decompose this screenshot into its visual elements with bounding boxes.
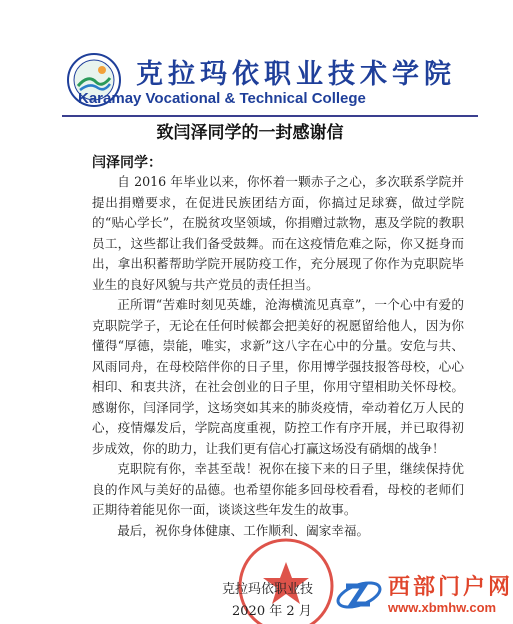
school-name-en: Karamay Vocational & Technical College xyxy=(78,90,366,107)
letterhead xyxy=(58,40,478,118)
signature-date: 2020 年 2 月 xyxy=(232,604,312,619)
paragraph: 克职院有你，幸甚至哉！祝你在接下来的日子里，继续保持优良的作风与美好的品德。也希望你能多回母校看看，母校的老师们正期待着能见你一面，谈谈这些年发生的故事。 xyxy=(92,461,464,517)
letter-title: 致闫泽同学的一封感谢信 xyxy=(156,123,344,143)
letterhead-divider xyxy=(62,115,478,117)
paragraph: 自 2016 年毕业以来，你怀着一颗赤子之心，多次联系学院并提出捐赠要求，在促进民族团结方面，你搞过足球赛，做过学院的“贴心学长”，在脱贫攻坚领域，你捐赠过款物，惠及学院的教职员工，这些都让我们备受鼓舞。而在这疫情危难之际，你又挺身而出，拿出积蓄帮助学院开展防疫工作，充分展现了你作为克职院毕业生的良好风貌与共产党员的责任担当。 xyxy=(92,174,464,292)
site-watermark xyxy=(330,568,513,624)
signature-organization: 克拉玛依职业技 xyxy=(222,582,314,597)
school-name-cn: 克拉玛依职业技术学院 xyxy=(136,59,456,90)
site-logo-icon xyxy=(334,572,384,618)
watermark-site-name: 西部门户网 xyxy=(388,575,513,600)
letter-body xyxy=(92,172,464,541)
watermark-url: www.xbmhw.com xyxy=(388,600,497,615)
paragraph: 最后，祝你身体健康、工作顺利、阖家幸福。 xyxy=(117,522,370,538)
letter-salutation: 闫泽同学： xyxy=(92,155,162,171)
paragraph: 正所谓“苦难时刻见英雄，沧海横流见真章”，一个心中有爱的克职院学子，无论在任何时候都会把美好的祝愿留给他人，因为你懂得“厚德，崇能，唯实，求新”这八字在心中的分量。安危与共、风雨同舟，在母校陪伴你的日子里，你用博学强技报答母校，心心相印、和衷共济，在社会创业的日子里，你用守望相助关怀母校。感谢你，闫泽同学，这场突如其来的肺炎疫情，牵动着亿万人民的心，疫情爆发后，学院高度重视，防控工作有序开展，并已取得初步成效，你的助力，让我们更有信心打赢这场没有硝烟的战争！ xyxy=(92,297,464,456)
